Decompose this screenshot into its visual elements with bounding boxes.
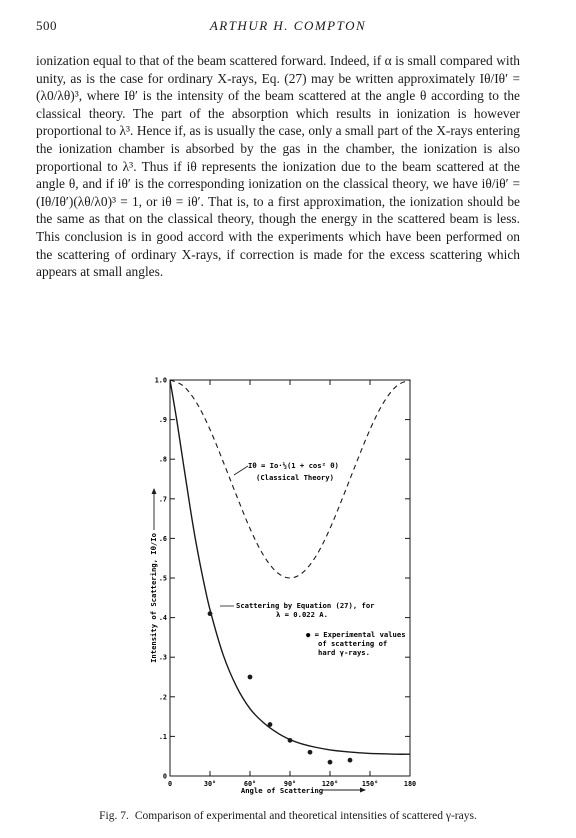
y-tick-label: .4 [158,614,167,623]
figure-caption [0,810,576,822]
page-header [0,14,576,38]
y-tick-label: .5 [158,574,167,583]
y-axis-label: Intensity of Scattering, Iθ/Io [149,533,158,663]
equation-27-curve [170,380,410,754]
x-tick-label: 120° [321,780,339,788]
y-tick-label: .6 [158,534,167,543]
annotation-experimental-2: of scattering of [318,639,388,648]
experimental-point [328,760,333,765]
y-axis-label-arrowhead [152,488,157,494]
experimental-point [288,738,293,743]
x-tick-label: 30° [203,780,217,788]
y-tick-label: .8 [158,455,167,464]
annotation-equation-1: Scattering by Equation (27), for [236,601,375,610]
y-ticks [155,377,410,781]
x-ticks [168,380,416,788]
caption-text: Comparison of experimental and theoretical intensities of scattered γ-rays. [134,810,477,822]
chart-axes [170,380,410,776]
experimental-point [248,675,253,680]
running-head: ARTHUR H. COMPTON [209,18,367,33]
figure-7 [130,362,450,802]
page-number: 500 [36,18,57,33]
chart-series [170,380,410,765]
annotation-classical-2: (Classical Theory) [256,473,334,482]
x-axis-label-arrowhead [360,788,366,793]
annotation-experimental-1: ● = Experimental values [306,630,406,639]
y-tick-label: .9 [158,416,167,425]
experimental-point [268,722,273,727]
chart-svg [130,362,450,802]
y-tick-label: .1 [158,732,167,741]
y-tick-label: .2 [158,693,167,702]
y-tick-label: .3 [158,653,167,662]
y-tick-label: 1.0 [154,376,167,385]
y-tick-label: .7 [158,495,167,504]
x-tick-label: 150° [361,780,379,788]
x-tick-label: 60° [243,780,257,788]
experimental-point [308,750,313,755]
x-axis-label: Angle of Scattering [240,786,324,795]
annotation-experimental-3: hard γ-rays. [318,648,370,657]
plot-frame [170,380,410,776]
classical-leader [234,466,248,475]
experimental-point [348,758,353,763]
x-tick-label: 0 [167,780,173,788]
x-tick-label: 180 [403,780,417,788]
annotation-equation-2: λ = 0.022 A. [276,610,328,619]
x-tick-label: 90° [283,780,297,788]
experimental-point [208,611,213,616]
caption-label: Fig. 7. [99,810,129,822]
body-paragraph: ionization equal to that of the beam scattered forward. Indeed, if α is small compared with unity, as is the case for ordinary X-rays, Eq. (27) may be written approximately Iθ/Iθ′ = (λ0/λθ)³, where Iθ′ is the intensity of the beam scattered at the angle θ according to the classical theory. The part of the absorption which results in ionization is however proportional to λ³. Hence if, as is usually the case, only a small part of the X-rays entering the ionization chamber is absorbed by the gas in the chamber, the ionization is also proportional to λ³. Thus if iθ represents the ionization due to the beam scattered at the angle θ, and if iθ′ is the corresponding ionization on the classical theory, we have iθ/iθ′ = (Iθ/Iθ′)(λθ/λ0)³ = 1, or iθ = iθ′. That is, to a first approximation, the ionization should be the same as that on the classical theory, though the energy in the scattered beam is less. This conclusion is in good accord with the experiments which have been performed on the scattering of ordinary X-rays, if correction is made for the excess scattering which appears at small angles. [36,53,520,280]
y-tick-label: 0 [162,772,167,781]
annotation-classical-1: Iθ = Io·½(1 + cos² θ) [248,461,339,470]
